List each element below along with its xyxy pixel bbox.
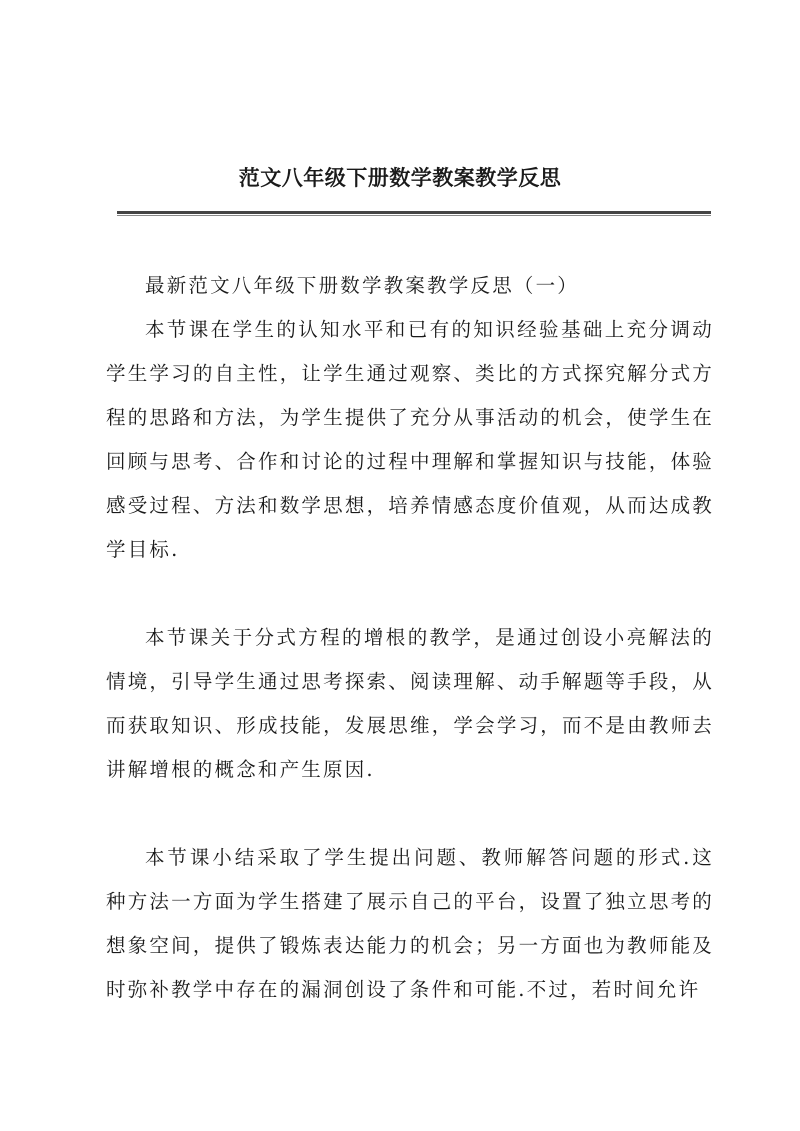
- paragraph-2: 本节课关于分式方程的增根的教学，是通过创设小亮解法的情境，引导学生通过思考探索、阅读理解、动手解题等手段，从而获取知识、形成技能，发展思维，学会学习，而不是由教师去讲解增根的概念和产生原因.: [106, 626, 714, 781]
- title-divider: [117, 211, 711, 214]
- document-body: [106, 264, 714, 1012]
- section-heading: 最新范文八年级下册数学教案教学反思（一）: [145, 274, 580, 297]
- paragraph-3: 本节课小结采取了学生提出问题、教师解答问题的形式.这种方法一方面为学生搭建了展示自己的平台，设置了独立思考的想象空间，提供了锻炼表达能力的机会；另一方面也为教师能及时弥补教学中存在的漏洞创设了条件和可能.不过，若时间允许: [106, 846, 714, 1001]
- page-title: 范文八年级下册数学教案教学反思: [238, 165, 562, 190]
- paragraph-gap: [106, 792, 714, 836]
- title-divider-thin: [117, 215, 711, 216]
- paragraph-gap: [106, 572, 714, 616]
- paragraph-1: 本节课在学生的认知水平和已有的知识经验基础上充分调动学生学习的自主性，让学生通过观察、类比的方式探究解分式方程的思路和方法，为学生提供了充分从事活动的机会，使学生在回顾与思考、合作和讨论的过程中理解和掌握知识与技能，体验感受过程、方法和数学思想，培养情感态度价值观，从而达成教学目标.: [106, 318, 714, 561]
